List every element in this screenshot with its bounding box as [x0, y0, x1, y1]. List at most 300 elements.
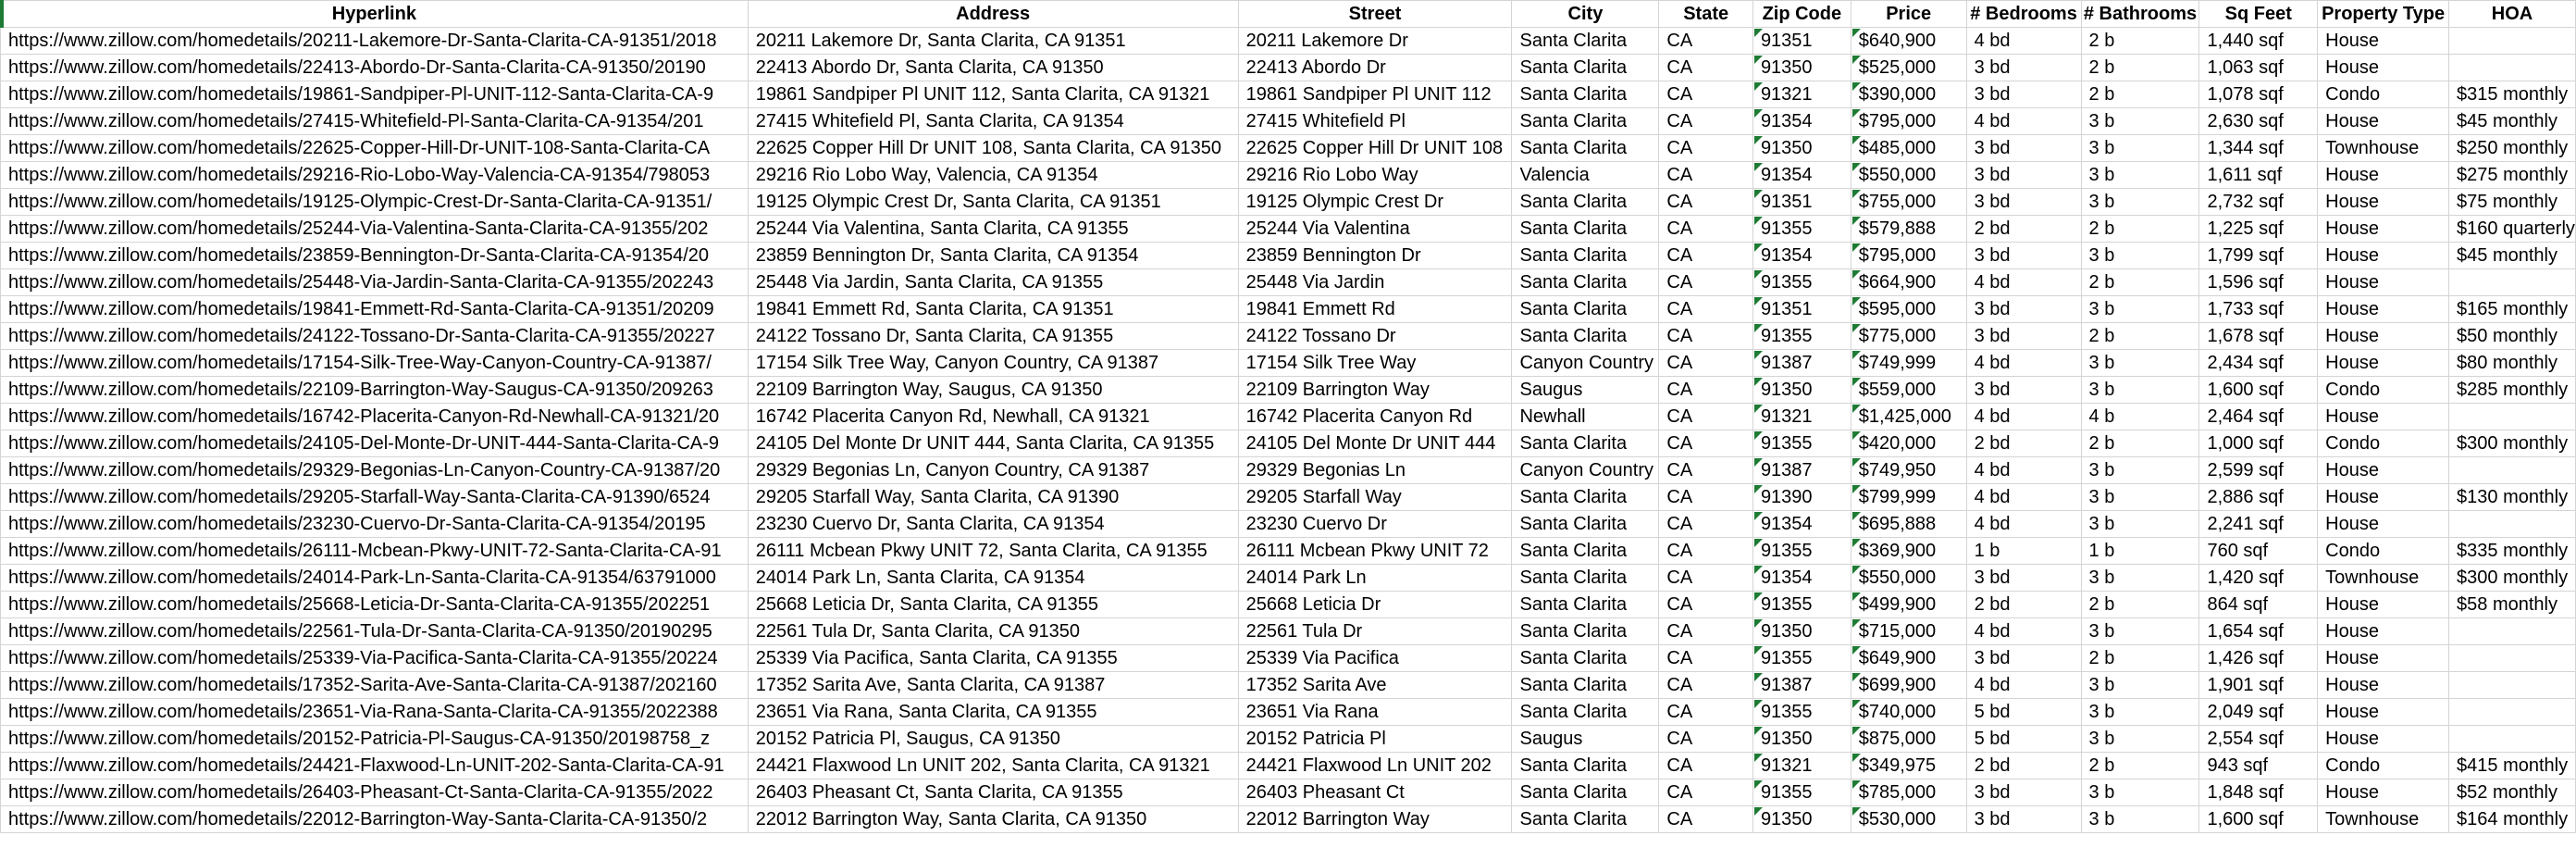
cell-bathrooms[interactable] [2081, 323, 2199, 350]
cell-bathrooms[interactable] [2081, 806, 2199, 833]
cell-zip-code[interactable] [1752, 108, 1851, 135]
cell-hyperlink[interactable] [1, 672, 749, 699]
cell-bedrooms[interactable] [1966, 538, 2081, 565]
cell-sq-feet[interactable] [2199, 806, 2318, 833]
cell-city[interactable] [1512, 350, 1659, 377]
cell-property-type[interactable] [2318, 216, 2449, 243]
cell-zip-code[interactable] [1752, 135, 1851, 162]
cell-sq-feet[interactable] [2199, 377, 2318, 404]
cell-bedrooms[interactable] [1966, 81, 2081, 108]
cell-address[interactable] [748, 189, 1238, 216]
cell-sq-feet[interactable] [2199, 323, 2318, 350]
cell-sq-feet[interactable] [2199, 108, 2318, 135]
cell-hoa[interactable] [2449, 618, 2576, 645]
cell-zip-code[interactable] [1752, 350, 1851, 377]
cell-zip-code[interactable] [1752, 189, 1851, 216]
cell-hyperlink[interactable] [1, 645, 749, 672]
cell-hoa[interactable] [2449, 55, 2576, 81]
cell-state[interactable] [1659, 565, 1753, 592]
cell-price[interactable] [1851, 323, 1966, 350]
cell-address[interactable] [748, 135, 1238, 162]
cell-address[interactable] [748, 538, 1238, 565]
cell-city[interactable] [1512, 108, 1659, 135]
cell-state[interactable] [1659, 323, 1753, 350]
cell-city[interactable] [1512, 484, 1659, 511]
cell-state[interactable] [1659, 726, 1753, 753]
cell-hoa[interactable] [2449, 753, 2576, 779]
cell-hoa[interactable] [2449, 296, 2576, 323]
cell-street[interactable] [1238, 55, 1512, 81]
cell-street[interactable] [1238, 484, 1512, 511]
cell-price[interactable] [1851, 28, 1966, 55]
cell-street[interactable] [1238, 243, 1512, 269]
cell-zip-code[interactable] [1752, 645, 1851, 672]
cell-state[interactable] [1659, 189, 1753, 216]
cell-street[interactable] [1238, 699, 1512, 726]
cell-property-type[interactable] [2318, 753, 2449, 779]
cell-sq-feet[interactable] [2199, 55, 2318, 81]
cell-property-type[interactable] [2318, 81, 2449, 108]
cell-hoa[interactable] [2449, 511, 2576, 538]
column-header-city[interactable]: City [1512, 1, 1659, 28]
cell-sq-feet[interactable] [2199, 430, 2318, 457]
cell-state[interactable] [1659, 81, 1753, 108]
cell-state[interactable] [1659, 430, 1753, 457]
cell-bathrooms[interactable] [2081, 699, 2199, 726]
cell-zip-code[interactable] [1752, 81, 1851, 108]
cell-hyperlink[interactable] [1, 404, 749, 430]
cell-hoa[interactable] [2449, 726, 2576, 753]
cell-sq-feet[interactable] [2199, 565, 2318, 592]
cell-zip-code[interactable] [1752, 162, 1851, 189]
cell-street[interactable] [1238, 135, 1512, 162]
cell-hyperlink[interactable] [1, 753, 749, 779]
cell-address[interactable] [748, 269, 1238, 296]
cell-price[interactable] [1851, 216, 1966, 243]
cell-hoa[interactable] [2449, 457, 2576, 484]
cell-zip-code[interactable] [1752, 592, 1851, 618]
cell-street[interactable] [1238, 753, 1512, 779]
cell-address[interactable] [748, 162, 1238, 189]
cell-city[interactable] [1512, 538, 1659, 565]
cell-hyperlink[interactable] [1, 699, 749, 726]
cell-zip-code[interactable] [1752, 55, 1851, 81]
cell-address[interactable] [748, 699, 1238, 726]
cell-price[interactable] [1851, 565, 1966, 592]
cell-property-type[interactable] [2318, 726, 2449, 753]
cell-price[interactable] [1851, 538, 1966, 565]
cell-hoa[interactable] [2449, 162, 2576, 189]
cell-state[interactable] [1659, 108, 1753, 135]
cell-address[interactable] [748, 243, 1238, 269]
cell-hoa[interactable] [2449, 645, 2576, 672]
cell-bedrooms[interactable] [1966, 457, 2081, 484]
cell-street[interactable] [1238, 350, 1512, 377]
cell-state[interactable] [1659, 350, 1753, 377]
cell-bedrooms[interactable] [1966, 323, 2081, 350]
cell-address[interactable] [748, 565, 1238, 592]
cell-bathrooms[interactable] [2081, 645, 2199, 672]
cell-zip-code[interactable] [1752, 484, 1851, 511]
column-header-state[interactable]: State [1659, 1, 1753, 28]
cell-hoa[interactable] [2449, 565, 2576, 592]
cell-address[interactable] [748, 457, 1238, 484]
cell-street[interactable] [1238, 672, 1512, 699]
cell-bedrooms[interactable] [1966, 779, 2081, 806]
cell-address[interactable] [748, 377, 1238, 404]
cell-hoa[interactable] [2449, 592, 2576, 618]
cell-zip-code[interactable] [1752, 618, 1851, 645]
cell-price[interactable] [1851, 592, 1966, 618]
cell-city[interactable] [1512, 135, 1659, 162]
cell-bathrooms[interactable] [2081, 753, 2199, 779]
cell-property-type[interactable] [2318, 779, 2449, 806]
cell-state[interactable] [1659, 511, 1753, 538]
cell-city[interactable] [1512, 618, 1659, 645]
cell-price[interactable] [1851, 350, 1966, 377]
cell-property-type[interactable] [2318, 457, 2449, 484]
cell-zip-code[interactable] [1752, 430, 1851, 457]
cell-city[interactable] [1512, 430, 1659, 457]
cell-hyperlink[interactable] [1, 162, 749, 189]
cell-property-type[interactable] [2318, 243, 2449, 269]
cell-street[interactable] [1238, 726, 1512, 753]
cell-hyperlink[interactable] [1, 726, 749, 753]
cell-sq-feet[interactable] [2199, 699, 2318, 726]
cell-bedrooms[interactable] [1966, 753, 2081, 779]
cell-price[interactable] [1851, 645, 1966, 672]
cell-bedrooms[interactable] [1966, 108, 2081, 135]
cell-state[interactable] [1659, 779, 1753, 806]
cell-street[interactable] [1238, 430, 1512, 457]
cell-city[interactable] [1512, 726, 1659, 753]
column-header-address[interactable]: Address [748, 1, 1238, 28]
cell-property-type[interactable] [2318, 189, 2449, 216]
cell-bedrooms[interactable] [1966, 350, 2081, 377]
cell-sq-feet[interactable] [2199, 243, 2318, 269]
cell-bathrooms[interactable] [2081, 538, 2199, 565]
cell-bedrooms[interactable] [1966, 296, 2081, 323]
cell-hoa[interactable] [2449, 135, 2576, 162]
cell-city[interactable] [1512, 645, 1659, 672]
cell-bathrooms[interactable] [2081, 457, 2199, 484]
cell-hyperlink[interactable] [1, 81, 749, 108]
cell-street[interactable] [1238, 565, 1512, 592]
cell-state[interactable] [1659, 243, 1753, 269]
cell-hyperlink[interactable] [1, 618, 749, 645]
cell-city[interactable] [1512, 189, 1659, 216]
cell-sq-feet[interactable] [2199, 645, 2318, 672]
column-header-bathrooms[interactable]: # Bathrooms [2081, 1, 2199, 28]
cell-bathrooms[interactable] [2081, 162, 2199, 189]
cell-hyperlink[interactable] [1, 55, 749, 81]
cell-state[interactable] [1659, 269, 1753, 296]
cell-bedrooms[interactable] [1966, 726, 2081, 753]
cell-hoa[interactable] [2449, 28, 2576, 55]
cell-bedrooms[interactable] [1966, 511, 2081, 538]
cell-street[interactable] [1238, 511, 1512, 538]
cell-bedrooms[interactable] [1966, 216, 2081, 243]
cell-zip-code[interactable] [1752, 28, 1851, 55]
cell-bedrooms[interactable] [1966, 28, 2081, 55]
cell-state[interactable] [1659, 538, 1753, 565]
cell-hoa[interactable] [2449, 672, 2576, 699]
cell-bedrooms[interactable] [1966, 806, 2081, 833]
cell-hyperlink[interactable] [1, 779, 749, 806]
cell-price[interactable] [1851, 484, 1966, 511]
cell-state[interactable] [1659, 28, 1753, 55]
cell-hyperlink[interactable] [1, 108, 749, 135]
cell-state[interactable] [1659, 806, 1753, 833]
cell-hoa[interactable] [2449, 699, 2576, 726]
cell-price[interactable] [1851, 672, 1966, 699]
cell-price[interactable] [1851, 779, 1966, 806]
cell-bathrooms[interactable] [2081, 350, 2199, 377]
cell-hyperlink[interactable] [1, 216, 749, 243]
cell-street[interactable] [1238, 779, 1512, 806]
cell-hyperlink[interactable] [1, 377, 749, 404]
cell-bathrooms[interactable] [2081, 55, 2199, 81]
cell-address[interactable] [748, 55, 1238, 81]
cell-street[interactable] [1238, 538, 1512, 565]
cell-state[interactable] [1659, 216, 1753, 243]
cell-sq-feet[interactable] [2199, 457, 2318, 484]
cell-property-type[interactable] [2318, 269, 2449, 296]
cell-hyperlink[interactable] [1, 350, 749, 377]
cell-street[interactable] [1238, 618, 1512, 645]
cell-price[interactable] [1851, 377, 1966, 404]
cell-address[interactable] [748, 296, 1238, 323]
cell-zip-code[interactable] [1752, 377, 1851, 404]
cell-price[interactable] [1851, 618, 1966, 645]
cell-bedrooms[interactable] [1966, 243, 2081, 269]
cell-hoa[interactable] [2449, 81, 2576, 108]
cell-sq-feet[interactable] [2199, 350, 2318, 377]
cell-city[interactable] [1512, 511, 1659, 538]
cell-address[interactable] [748, 806, 1238, 833]
cell-bathrooms[interactable] [2081, 592, 2199, 618]
cell-street[interactable] [1238, 296, 1512, 323]
cell-hyperlink[interactable] [1, 269, 749, 296]
cell-address[interactable] [748, 592, 1238, 618]
cell-sq-feet[interactable] [2199, 592, 2318, 618]
cell-hoa[interactable] [2449, 538, 2576, 565]
cell-bathrooms[interactable] [2081, 269, 2199, 296]
cell-hyperlink[interactable] [1, 538, 749, 565]
cell-street[interactable] [1238, 108, 1512, 135]
cell-address[interactable] [748, 511, 1238, 538]
cell-hyperlink[interactable] [1, 243, 749, 269]
cell-property-type[interactable] [2318, 162, 2449, 189]
cell-bathrooms[interactable] [2081, 565, 2199, 592]
cell-bathrooms[interactable] [2081, 108, 2199, 135]
cell-sq-feet[interactable] [2199, 189, 2318, 216]
cell-state[interactable] [1659, 645, 1753, 672]
cell-sq-feet[interactable] [2199, 538, 2318, 565]
cell-price[interactable] [1851, 806, 1966, 833]
column-header-property-type[interactable]: Property Type [2318, 1, 2449, 28]
cell-state[interactable] [1659, 672, 1753, 699]
cell-property-type[interactable] [2318, 28, 2449, 55]
cell-hoa[interactable] [2449, 430, 2576, 457]
cell-price[interactable] [1851, 404, 1966, 430]
cell-property-type[interactable] [2318, 323, 2449, 350]
cell-city[interactable] [1512, 162, 1659, 189]
cell-zip-code[interactable] [1752, 672, 1851, 699]
cell-street[interactable] [1238, 457, 1512, 484]
cell-city[interactable] [1512, 377, 1659, 404]
cell-sq-feet[interactable] [2199, 672, 2318, 699]
cell-property-type[interactable] [2318, 350, 2449, 377]
cell-bedrooms[interactable] [1966, 484, 2081, 511]
cell-street[interactable] [1238, 216, 1512, 243]
cell-price[interactable] [1851, 699, 1966, 726]
cell-bedrooms[interactable] [1966, 645, 2081, 672]
cell-street[interactable] [1238, 269, 1512, 296]
cell-address[interactable] [748, 726, 1238, 753]
cell-property-type[interactable] [2318, 377, 2449, 404]
cell-address[interactable] [748, 618, 1238, 645]
cell-city[interactable] [1512, 323, 1659, 350]
cell-address[interactable] [748, 323, 1238, 350]
cell-state[interactable] [1659, 377, 1753, 404]
cell-bedrooms[interactable] [1966, 377, 2081, 404]
cell-sq-feet[interactable] [2199, 618, 2318, 645]
cell-property-type[interactable] [2318, 806, 2449, 833]
cell-zip-code[interactable] [1752, 457, 1851, 484]
cell-bathrooms[interactable] [2081, 135, 2199, 162]
cell-sq-feet[interactable] [2199, 511, 2318, 538]
cell-zip-code[interactable] [1752, 779, 1851, 806]
cell-bathrooms[interactable] [2081, 672, 2199, 699]
cell-price[interactable] [1851, 430, 1966, 457]
cell-hyperlink[interactable] [1, 135, 749, 162]
cell-city[interactable] [1512, 672, 1659, 699]
cell-zip-code[interactable] [1752, 323, 1851, 350]
cell-zip-code[interactable] [1752, 538, 1851, 565]
cell-address[interactable] [748, 28, 1238, 55]
cell-hyperlink[interactable] [1, 296, 749, 323]
cell-zip-code[interactable] [1752, 726, 1851, 753]
column-header-bedrooms[interactable]: # Bedrooms [1966, 1, 2081, 28]
column-header-street[interactable]: Street [1238, 1, 1512, 28]
cell-bedrooms[interactable] [1966, 618, 2081, 645]
cell-zip-code[interactable] [1752, 806, 1851, 833]
cell-price[interactable] [1851, 135, 1966, 162]
cell-bathrooms[interactable] [2081, 511, 2199, 538]
cell-bedrooms[interactable] [1966, 592, 2081, 618]
cell-hyperlink[interactable] [1, 511, 749, 538]
cell-address[interactable] [748, 81, 1238, 108]
cell-hoa[interactable] [2449, 806, 2576, 833]
cell-sq-feet[interactable] [2199, 726, 2318, 753]
cell-bathrooms[interactable] [2081, 377, 2199, 404]
cell-bathrooms[interactable] [2081, 243, 2199, 269]
cell-price[interactable] [1851, 55, 1966, 81]
cell-bedrooms[interactable] [1966, 162, 2081, 189]
cell-hyperlink[interactable] [1, 565, 749, 592]
cell-state[interactable] [1659, 699, 1753, 726]
cell-property-type[interactable] [2318, 404, 2449, 430]
cell-sq-feet[interactable] [2199, 216, 2318, 243]
cell-price[interactable] [1851, 726, 1966, 753]
cell-price[interactable] [1851, 269, 1966, 296]
cell-bathrooms[interactable] [2081, 779, 2199, 806]
cell-property-type[interactable] [2318, 538, 2449, 565]
cell-bedrooms[interactable] [1966, 699, 2081, 726]
cell-hyperlink[interactable] [1, 189, 749, 216]
cell-sq-feet[interactable] [2199, 28, 2318, 55]
cell-hoa[interactable] [2449, 779, 2576, 806]
cell-hoa[interactable] [2449, 189, 2576, 216]
cell-price[interactable] [1851, 243, 1966, 269]
cell-price[interactable] [1851, 162, 1966, 189]
cell-city[interactable] [1512, 753, 1659, 779]
cell-hyperlink[interactable] [1, 457, 749, 484]
cell-zip-code[interactable] [1752, 243, 1851, 269]
cell-bathrooms[interactable] [2081, 81, 2199, 108]
cell-bathrooms[interactable] [2081, 28, 2199, 55]
cell-address[interactable] [748, 753, 1238, 779]
cell-sq-feet[interactable] [2199, 81, 2318, 108]
cell-street[interactable] [1238, 806, 1512, 833]
cell-zip-code[interactable] [1752, 511, 1851, 538]
cell-hyperlink[interactable] [1, 28, 749, 55]
cell-price[interactable] [1851, 296, 1966, 323]
column-header-zip-code[interactable]: Zip Code [1752, 1, 1851, 28]
cell-property-type[interactable] [2318, 430, 2449, 457]
cell-bathrooms[interactable] [2081, 430, 2199, 457]
cell-price[interactable] [1851, 511, 1966, 538]
cell-hoa[interactable] [2449, 269, 2576, 296]
cell-state[interactable] [1659, 55, 1753, 81]
cell-price[interactable] [1851, 81, 1966, 108]
cell-state[interactable] [1659, 592, 1753, 618]
cell-zip-code[interactable] [1752, 296, 1851, 323]
cell-property-type[interactable] [2318, 135, 2449, 162]
cell-sq-feet[interactable] [2199, 162, 2318, 189]
cell-city[interactable] [1512, 806, 1659, 833]
column-header-sq-feet[interactable]: Sq Feet [2199, 1, 2318, 28]
cell-state[interactable] [1659, 484, 1753, 511]
cell-state[interactable] [1659, 135, 1753, 162]
cell-bedrooms[interactable] [1966, 430, 2081, 457]
cell-street[interactable] [1238, 81, 1512, 108]
cell-property-type[interactable] [2318, 645, 2449, 672]
cell-bathrooms[interactable] [2081, 484, 2199, 511]
column-header-price[interactable]: Price [1851, 1, 1966, 28]
cell-property-type[interactable] [2318, 296, 2449, 323]
cell-street[interactable] [1238, 28, 1512, 55]
cell-address[interactable] [748, 645, 1238, 672]
cell-city[interactable] [1512, 28, 1659, 55]
cell-city[interactable] [1512, 296, 1659, 323]
cell-street[interactable] [1238, 377, 1512, 404]
cell-property-type[interactable] [2318, 672, 2449, 699]
cell-bedrooms[interactable] [1966, 269, 2081, 296]
cell-zip-code[interactable] [1752, 269, 1851, 296]
cell-bedrooms[interactable] [1966, 135, 2081, 162]
cell-city[interactable] [1512, 243, 1659, 269]
cell-sq-feet[interactable] [2199, 296, 2318, 323]
cell-hoa[interactable] [2449, 484, 2576, 511]
cell-hyperlink[interactable] [1, 806, 749, 833]
cell-hyperlink[interactable] [1, 592, 749, 618]
cell-state[interactable] [1659, 753, 1753, 779]
cell-property-type[interactable] [2318, 108, 2449, 135]
cell-hyperlink[interactable] [1, 323, 749, 350]
cell-city[interactable] [1512, 592, 1659, 618]
